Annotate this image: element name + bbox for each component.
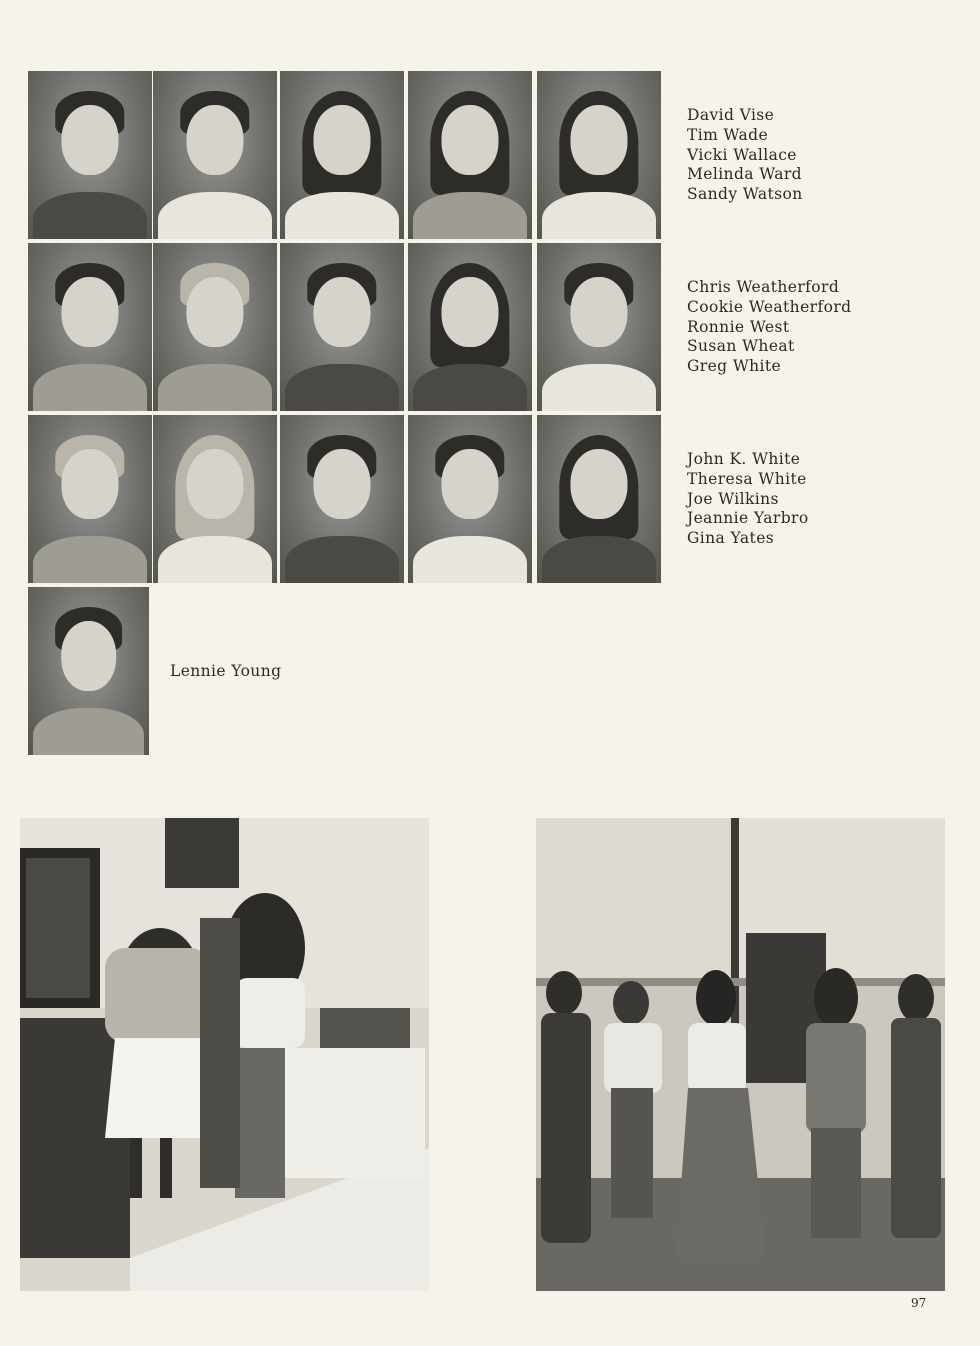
portrait-photo <box>153 71 277 239</box>
student-name: Vicki Wallace <box>687 145 797 164</box>
candid-photo-hallway <box>536 818 945 1291</box>
student-name: Sandy Watson <box>687 185 803 204</box>
student-name: Gina Yates <box>687 529 775 548</box>
portrait-photo <box>28 71 152 239</box>
student-name: David Vise <box>687 106 775 124</box>
name-list <box>170 662 281 682</box>
candid-photo-classroom <box>20 818 429 1291</box>
portrait-photo <box>280 415 404 583</box>
student-name: Tim Wade <box>687 125 769 144</box>
portrait-photo <box>537 415 661 583</box>
student-name: Chris Weatherford <box>687 278 840 296</box>
student-name: Joe Wilkins <box>687 489 779 508</box>
student-name: Jeannie Yarbro <box>687 509 809 528</box>
student-name: Cookie Weatherford <box>687 297 852 316</box>
name-list <box>687 450 809 549</box>
portrait-photo <box>537 243 661 411</box>
student-name: John K. White <box>687 450 801 468</box>
portrait-photo <box>153 415 277 583</box>
student-name: Ronnie West <box>687 317 790 336</box>
student-name: Greg White <box>687 357 782 376</box>
student-name: Lennie Young <box>170 662 282 680</box>
student-name: Susan Wheat <box>687 337 795 356</box>
portrait-photo <box>408 243 532 411</box>
portrait-photo <box>408 415 532 583</box>
portrait-photo <box>153 243 277 411</box>
student-name: Theresa White <box>687 469 807 488</box>
portrait-photo <box>280 243 404 411</box>
portrait-photo <box>537 71 661 239</box>
portrait-photo <box>408 71 532 239</box>
name-list <box>687 278 851 377</box>
student-name: Melinda Ward <box>687 165 802 184</box>
portrait-photo <box>28 415 152 583</box>
name-list <box>687 106 803 205</box>
portrait-photo <box>28 587 149 755</box>
page-number: 97 <box>911 1296 927 1310</box>
portrait-photo <box>28 243 152 411</box>
portrait-photo <box>280 71 404 239</box>
